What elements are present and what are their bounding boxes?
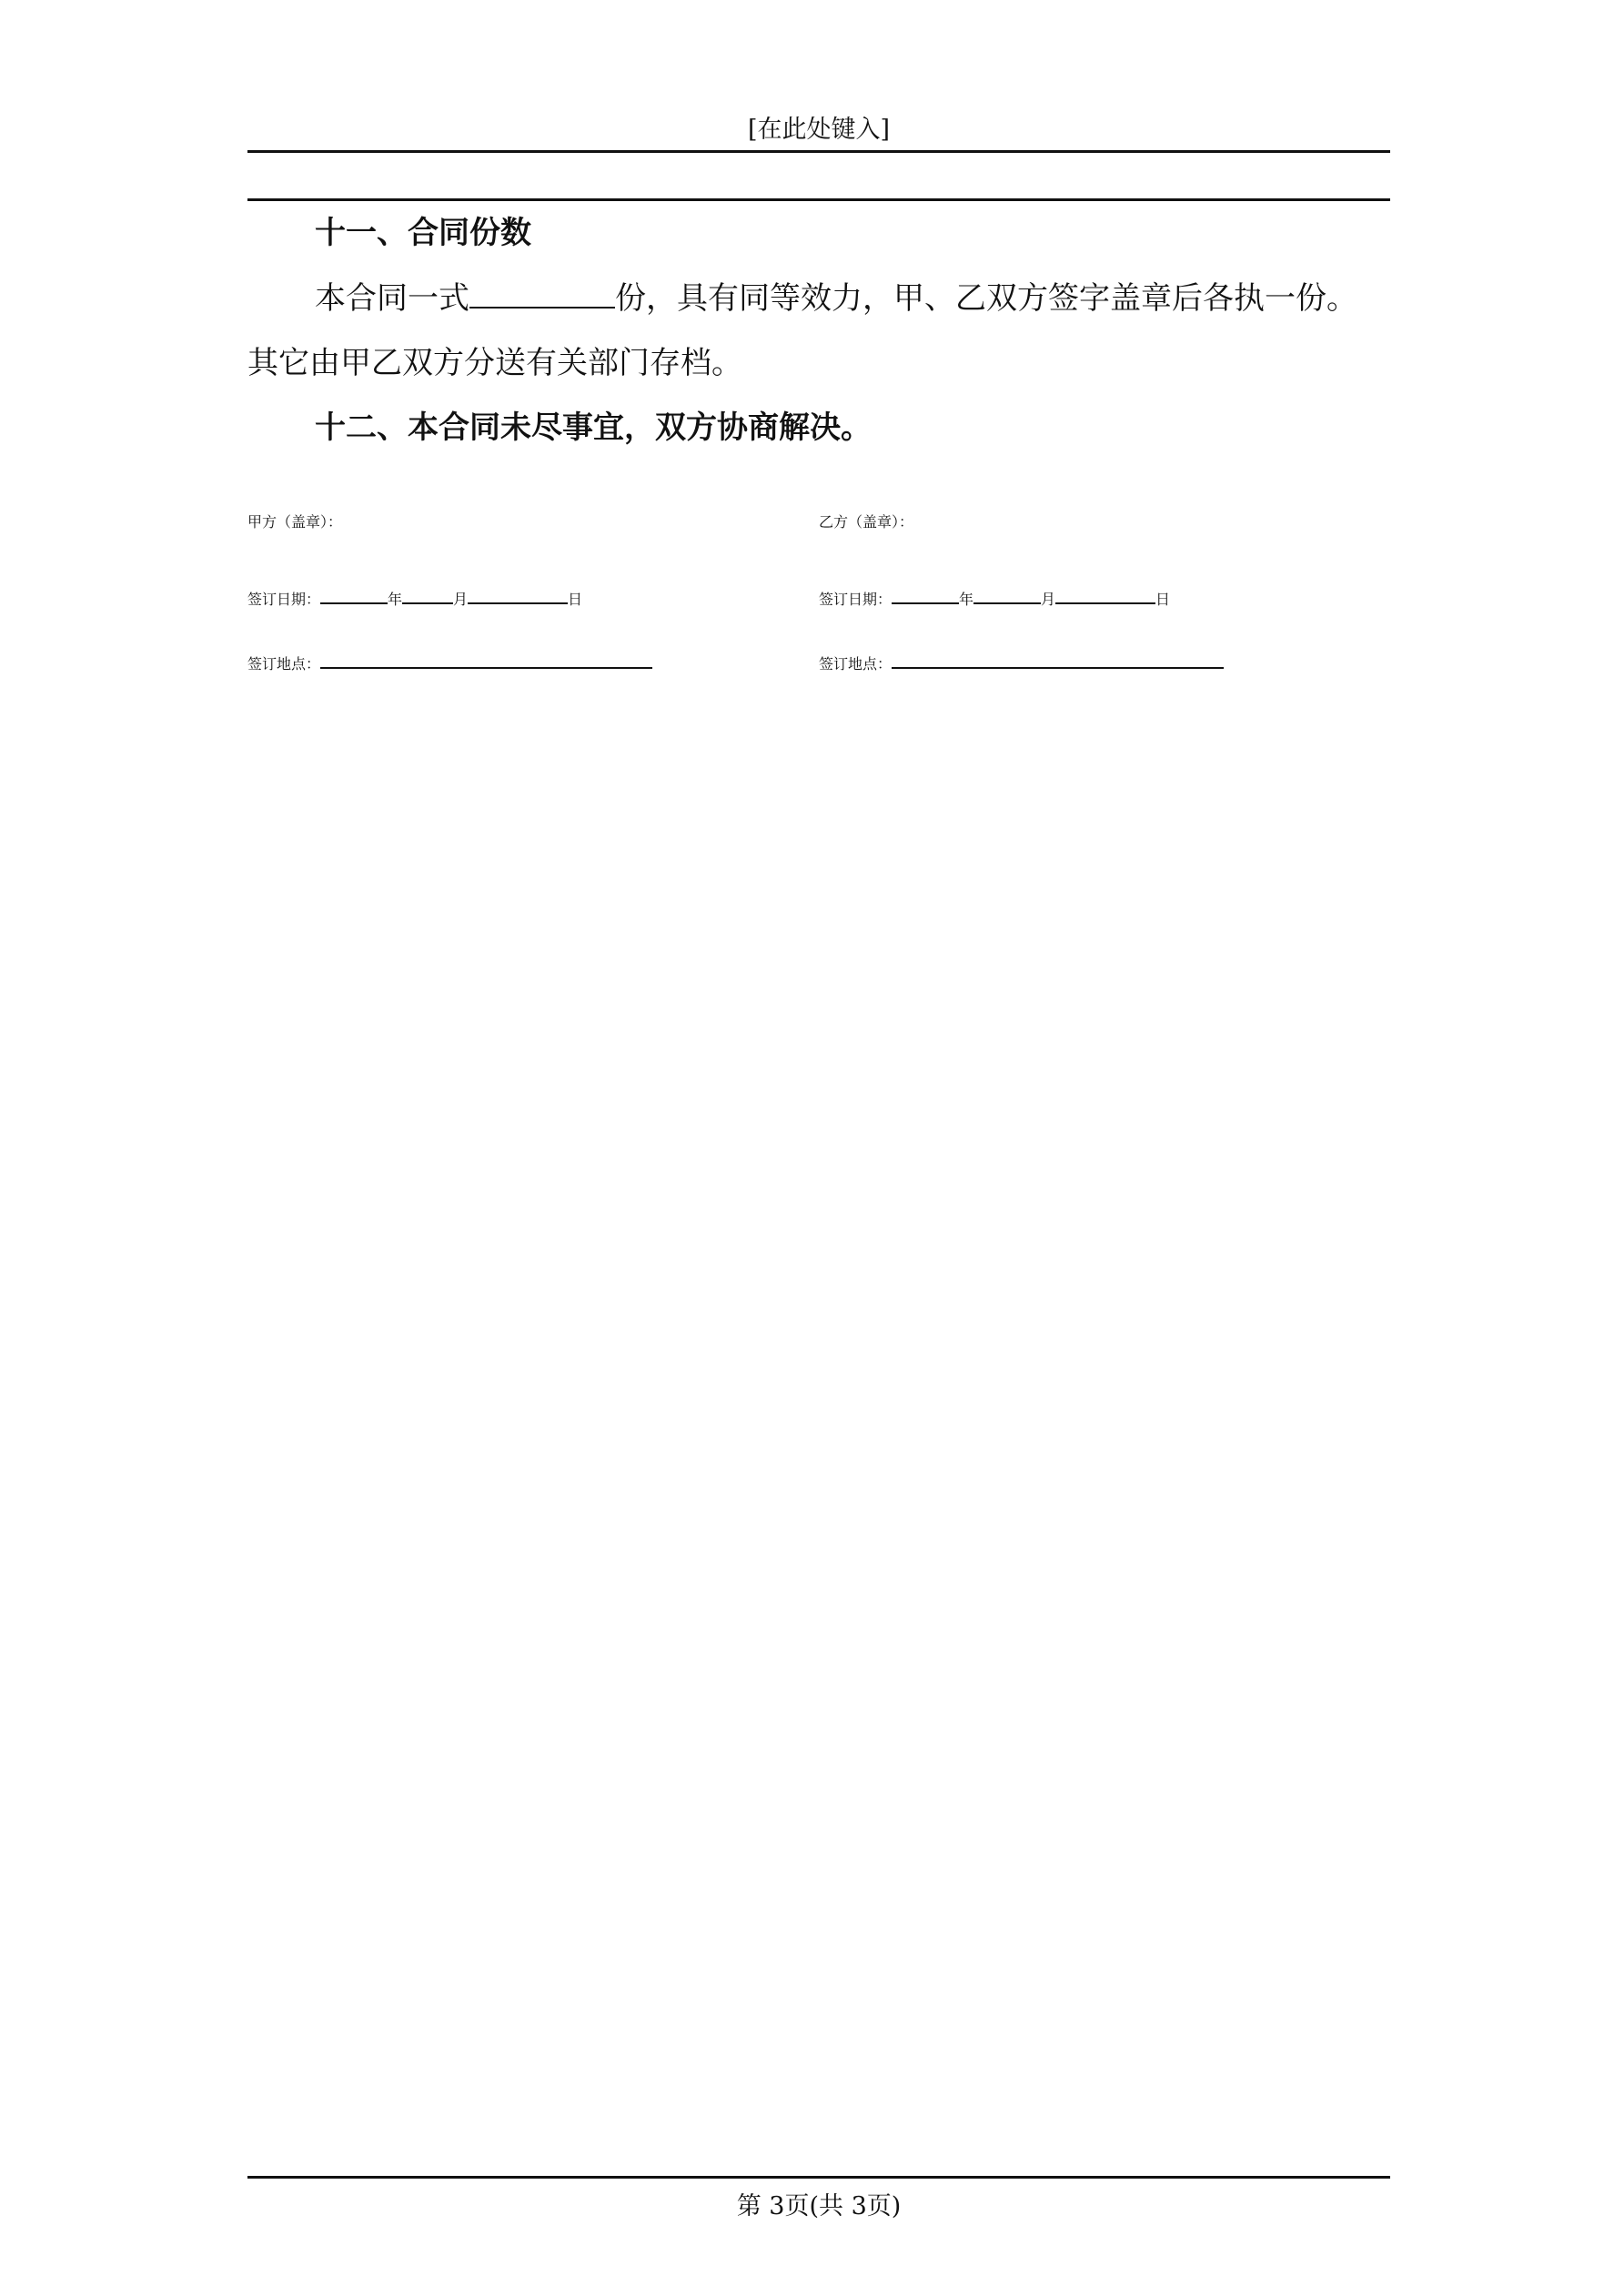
- party-a-month-unit: 月: [453, 591, 469, 608]
- copies-text-prefix: 本合同一式: [315, 280, 469, 317]
- party-b-month-blank[interactable]: [973, 575, 1041, 604]
- footer-rule: [247, 2176, 1390, 2179]
- party-a-year-blank[interactable]: [320, 575, 388, 604]
- party-b-month-unit: 月: [1041, 591, 1056, 608]
- party-a-place-row: [247, 640, 652, 673]
- party-a-place-label: 签订地点：: [247, 655, 321, 673]
- party-a-year-unit: 年: [388, 591, 403, 608]
- header-rule: [247, 150, 1390, 153]
- content-top-rule: [247, 198, 1390, 201]
- copies-count-blank[interactable]: [469, 279, 615, 308]
- party-b-day-unit: 日: [1155, 591, 1171, 608]
- party-a-place-blank[interactable]: [320, 640, 652, 669]
- party-b-date-label: 签订日期：: [819, 591, 893, 608]
- party-b-year-unit: 年: [959, 591, 974, 608]
- party-b-day-blank[interactable]: [1055, 575, 1155, 604]
- page-footer: 第 3页(共 3页): [736, 2192, 902, 2220]
- section-11-paragraph-continued: 其它由甲乙双方分送有关部门存档。: [247, 345, 742, 381]
- party-a-date-row: [247, 575, 582, 609]
- copies-text-suffix: 份，具有同等效力，甲、乙双方签字盖章后各执一份。: [615, 280, 1357, 317]
- party-b-place-blank[interactable]: [892, 640, 1224, 669]
- party-a-day-unit: 日: [568, 591, 583, 608]
- section-11-title: 十一、合同份数: [315, 215, 531, 251]
- page-header: [在此处键入]: [747, 116, 891, 144]
- party-a-signature-block: [247, 511, 793, 693]
- party-b-signature-block: [819, 511, 1365, 693]
- party-b-place-row: [819, 640, 1224, 673]
- party-a-month-blank[interactable]: [402, 575, 453, 604]
- party-a-date-label: 签订日期：: [247, 591, 321, 608]
- section-11-paragraph: [247, 278, 1463, 319]
- party-a-seal-label: 甲方（盖章）：: [247, 513, 343, 531]
- party-b-place-label: 签订地点：: [819, 655, 893, 673]
- party-b-seal-label: 乙方（盖章）：: [819, 513, 914, 531]
- party-b-date-row: [819, 575, 1170, 609]
- party-a-day-blank[interactable]: [468, 575, 568, 604]
- party-b-year-blank[interactable]: [892, 575, 959, 604]
- section-12-title: 十二、本合同未尽事宜，双方协商解决。: [315, 410, 872, 446]
